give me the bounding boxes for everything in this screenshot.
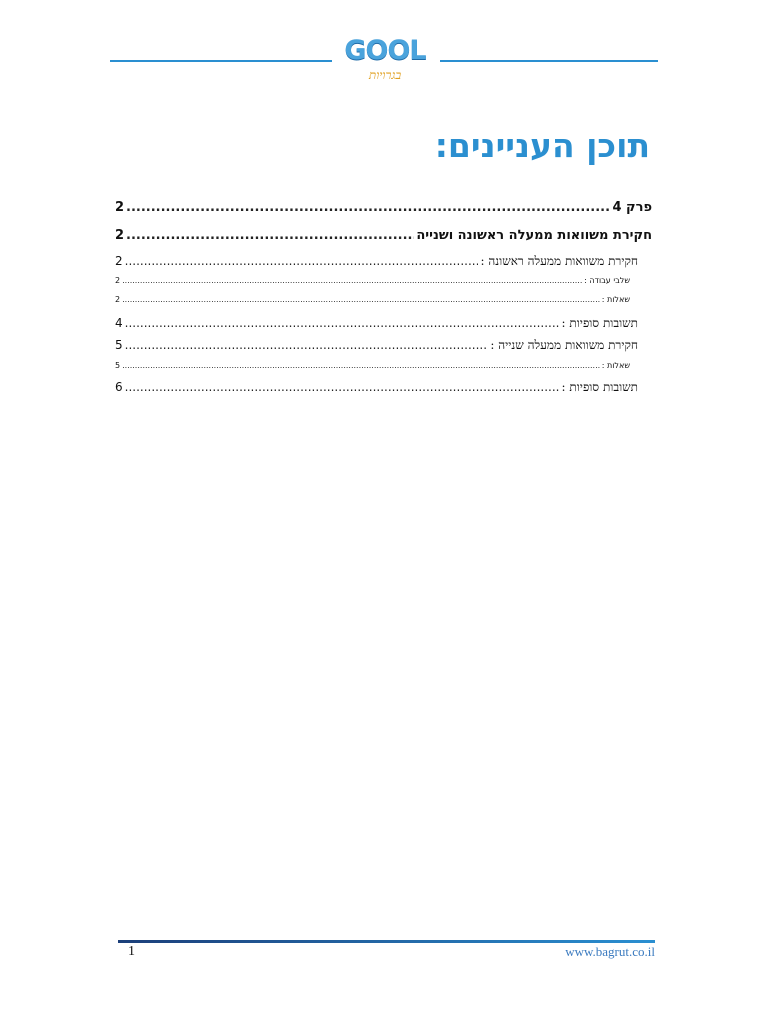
gool-logo: [335, 36, 435, 96]
toc-entry-first-degree[interactable]: [115, 254, 652, 269]
toc-entry-second-degree[interactable]: [115, 338, 652, 353]
toc-entry-label: חקירת משוואות ממעלה ראשונה :: [480, 254, 638, 268]
toc-leader-dots: [122, 295, 600, 304]
toc-entry-label: שאלות :: [601, 295, 630, 304]
toc-entry-label: פרק 4: [612, 200, 652, 215]
toc-entry-questions[interactable]: [115, 295, 652, 304]
toc-entry-label: חקירת משוואות ממעלה שנייה :: [490, 338, 638, 352]
toc-leader-dots: [122, 276, 582, 285]
toc-leader-dots: [125, 254, 479, 268]
toc-entry-label: שאלות :: [601, 361, 630, 370]
toc-entry-chapter-4[interactable]: [115, 200, 652, 215]
toc-entry-page: 2: [115, 276, 121, 285]
toc-entry-page: 5: [115, 338, 123, 352]
toc-leader-dots: [125, 316, 560, 330]
logo-wordmark: GOOL: [344, 35, 426, 66]
toc-entry-label: חקירת משוואות ממעלה ראשונה ושנייה: [416, 228, 652, 243]
toc-entry-page: 6: [115, 380, 123, 394]
toc-leader-dots: [126, 200, 610, 215]
toc-leader-dots: [125, 338, 489, 352]
toc-leader-dots: [125, 380, 560, 394]
page-number: 1: [128, 944, 135, 959]
toc-leader-dots: [126, 228, 414, 243]
header-rule-right: [440, 60, 658, 62]
toc-entry-label: תשובות סופיות :: [561, 380, 638, 394]
toc-entry-page: 5: [115, 361, 121, 370]
toc-entry-work-steps[interactable]: [115, 276, 652, 285]
toc-entry-page: 2: [115, 200, 125, 215]
logo-subtext: בגרויות: [368, 68, 402, 82]
toc-entry-questions[interactable]: [115, 361, 652, 370]
page-title: תוכן העניינים:: [434, 126, 650, 165]
toc-entry-label: תשובות סופיות :: [561, 316, 638, 330]
toc-leader-dots: [122, 361, 600, 370]
toc-entry-final-answers[interactable]: [115, 316, 652, 331]
footer-rule: [118, 940, 655, 943]
toc-entry-page: 2: [115, 254, 123, 268]
toc-entry-page: 2: [115, 295, 121, 304]
toc-entry-final-answers[interactable]: [115, 380, 652, 395]
toc-entry-page: 4: [115, 316, 123, 330]
toc-entry-page: 2: [115, 228, 125, 243]
toc-entry-section[interactable]: [115, 228, 652, 243]
header-rule-left: [110, 60, 332, 62]
website-link[interactable]: www.bagrut.co.il: [565, 944, 655, 959]
toc-entry-label: שלבי עבודה :: [584, 276, 630, 285]
